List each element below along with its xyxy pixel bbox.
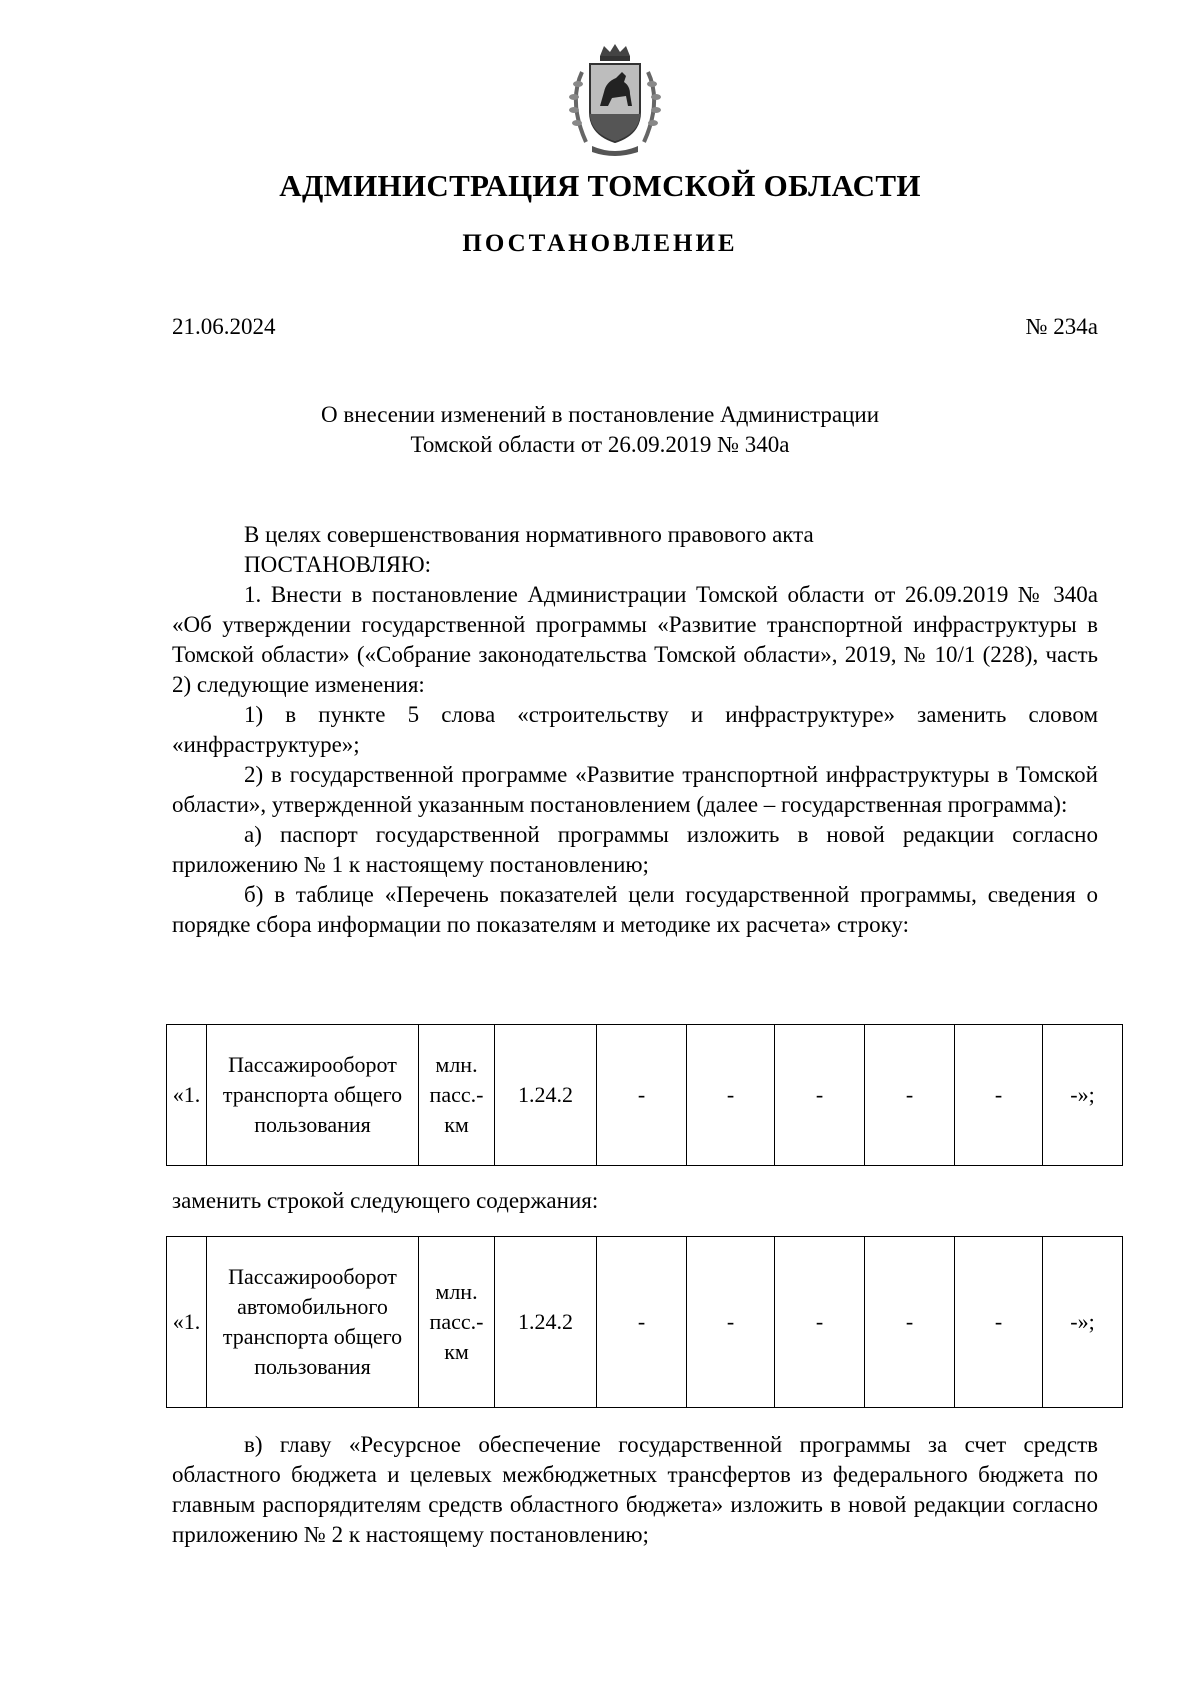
subject-line: Томской области от 26.09.2019 № 340а: [410, 432, 790, 457]
table-cell: млн. пасс.-км: [419, 1237, 495, 1408]
table-cell: «1.: [167, 1025, 207, 1166]
table-cell: -: [687, 1025, 775, 1166]
paragraph-v: в) главу «Ресурсное обеспечение государственной программы за счет средств областного бюджета и целевых межбюджетных трансфертов из федерального бюджета по главным распорядителям средств областного бюджета» изложить в новой редакции согласно приложению № 2 к настоящему постановлению;: [172, 1432, 1098, 1547]
decree-word: ПОСТАНОВЛЯЮ:: [244, 552, 432, 577]
paragraph-1-1: 1) в пункте 5 слова «строительству и инфраструктуре» заменить словом «инфраструктуре»;: [172, 702, 1098, 757]
table-row: [167, 1237, 1123, 1408]
paragraph-a: а) паспорт государственной программы изложить в новой редакции согласно приложению № 1 к настоящему постановлению;: [172, 822, 1098, 877]
table-cell: -: [775, 1025, 865, 1166]
table-row: [167, 1025, 1123, 1166]
table-cell: -»;: [1043, 1025, 1123, 1166]
table-cell: Пассажирооборот транспорта общего пользования: [207, 1025, 419, 1166]
replace-with-line: заменить строкой следующего содержания:: [172, 1188, 599, 1213]
coat-of-arms-icon: [560, 42, 670, 158]
subject-line: О внесении изменений в постановление Администрации: [320, 402, 880, 427]
indicator-table-old: [166, 1024, 1123, 1166]
paragraph-b: б) в таблице «Перечень показателей цели государственной программы, сведения о порядке сбора информации по показателям и методике их расчета» строку:: [172, 882, 1098, 937]
table-cell: 1.24.2: [495, 1237, 597, 1408]
table-cell: -: [775, 1237, 865, 1408]
document-body-lower: [172, 1430, 1098, 1550]
table-cell: -: [955, 1237, 1043, 1408]
paragraph-1: 1. Внести в постановление Администрации Томской области от 26.09.2019 № 340а «Об утверждении государственной программы «Развитие транспортной инфраструктуры в Томской области» («Собрание законодательства Томской области», 2019, № 10/1 (228), часть 2) следующие изменения:: [172, 582, 1098, 697]
table-cell: -»;: [1043, 1237, 1123, 1408]
document-type: ПОСТАНОВЛЕНИЕ: [462, 230, 738, 257]
table-cell: -: [597, 1237, 687, 1408]
table-cell: млн. пасс.-км: [419, 1025, 495, 1166]
table-cell: -: [687, 1237, 775, 1408]
intro-paragraph: В целях совершенствования нормативного правового акта: [244, 522, 814, 547]
table-cell: -: [597, 1025, 687, 1166]
document-number: № 234а: [1025, 314, 1098, 339]
table-cell: -: [955, 1025, 1043, 1166]
document-subject: [0, 400, 1200, 460]
organization-title: АДМИНИСТРАЦИЯ ТОМСКОЙ ОБЛАСТИ: [279, 168, 921, 203]
table-cell: -: [865, 1025, 955, 1166]
table-cell: 1.24.2: [495, 1025, 597, 1166]
table-cell: Пассажирооборот автомобильного транспорта общего пользования: [207, 1237, 419, 1408]
paragraph-1-2: 2) в государственной программе «Развитие транспортной инфраструктуры в Томской области», утвержденной указанным постановлением (далее – государственная программа):: [172, 762, 1098, 817]
document-date: 21.06.2024: [172, 314, 276, 339]
table-cell: «1.: [167, 1237, 207, 1408]
document-body-upper: [172, 520, 1098, 940]
table-cell: -: [865, 1237, 955, 1408]
indicator-table-new: [166, 1236, 1123, 1408]
